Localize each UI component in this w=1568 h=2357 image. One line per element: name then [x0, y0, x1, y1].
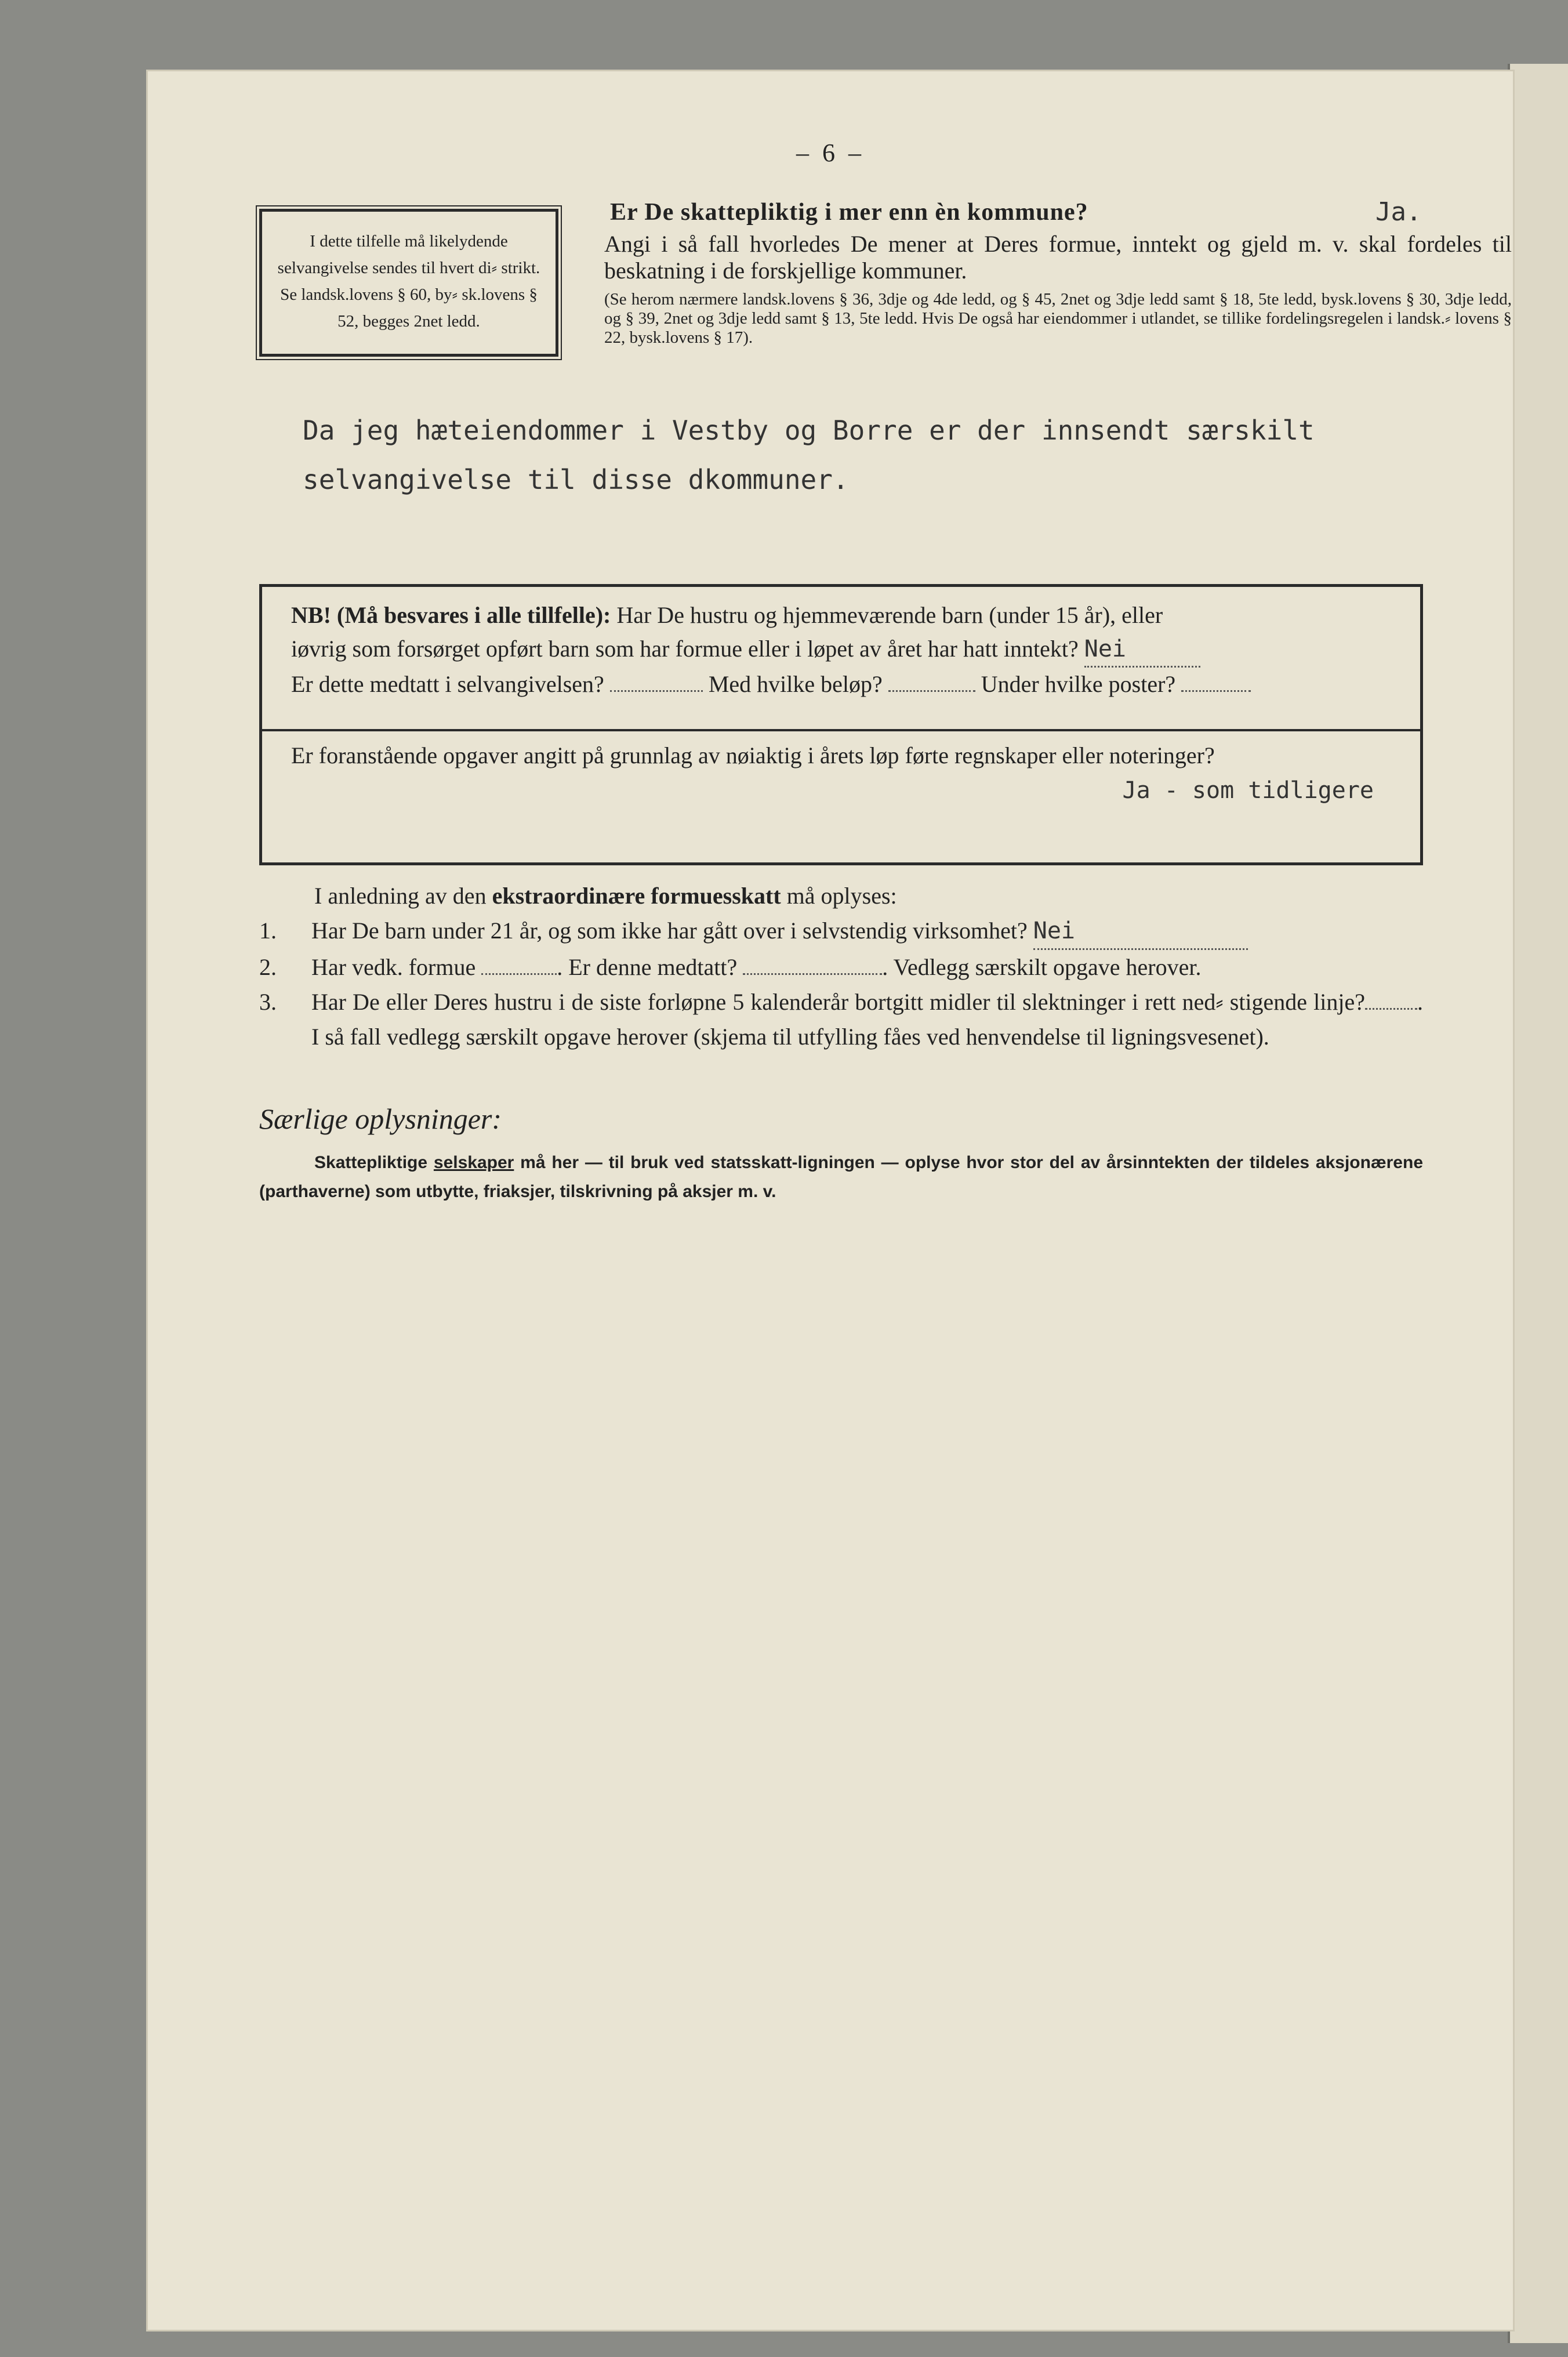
- nb-dots-3: [1181, 690, 1251, 692]
- nb-label: NB!: [291, 602, 331, 628]
- nb-text2: iøvrig som forsørget opført barn som har formue eller i løpet av året har hatt inntekt?: [291, 636, 1079, 662]
- nb-q2: Er foranstående opgaver angitt på grunnlag av nøiaktig i årets løp førte regnskaper eller noteringer?: [291, 742, 1215, 768]
- list-item-num: 1.: [259, 918, 277, 944]
- fine-underline: selskaper: [433, 1153, 514, 1172]
- list-item-dots: [743, 973, 882, 975]
- document-page: [146, 70, 1515, 2331]
- typed-answer-line2: selvangivelse til disse dkommuner.: [303, 464, 849, 495]
- list-intro-bold: ekstraordinære formuesskatt: [492, 883, 781, 909]
- list-item: [259, 913, 1423, 950]
- list-item-text: . I så fall vedlegg særskilt opgave herover (skjema til utfylling fåes ved henvendelse til ligningsvesenet).: [311, 989, 1423, 1050]
- side-note-box: I dette tilfelle må likelydende selvangivelse sendes til hvert di⸗ strikt. Se landsk.lovens § 60, by⸗ sk.lovens § 52, begges 2net ledd.: [259, 209, 558, 357]
- question-reference: (Se herom nærmere landsk.lovens § 36, 3dje og 4de ledd, og § 45, 2net og 3dje ledd samt § 18, 5te ledd, bysk.lovens § 30, 3dje ledd, og § 39, 2net og 3dje ledd samt § 13, 5te ledd. Hvis De også har eiendommer i utlandet, se tillike fordelingsregelen i landsk.⸗ lovens § 22, bysk.lovens § 17).: [604, 290, 1512, 347]
- question-heading: Er De skattepliktig i mer enn èn kommune?: [610, 199, 1088, 226]
- nb-box: [259, 584, 1423, 865]
- list-item-dots: [481, 973, 557, 975]
- special-info-heading: Særlige oplysninger:: [259, 1103, 502, 1135]
- nb-answer: Nei: [1084, 632, 1200, 668]
- nb-text3a: Er dette medtatt i selvangivelsen?: [291, 671, 604, 697]
- list-intro: [259, 879, 1423, 913]
- nb-text3c: Under hvilke poster?: [981, 671, 1176, 697]
- list-item-text: . Er denne medtatt?: [557, 954, 738, 980]
- list-item: [259, 950, 1423, 985]
- nb-bold: (Må besvares i alle tillfelle):: [336, 602, 611, 628]
- page-number: – 6 –: [796, 139, 865, 167]
- typed-answer-line1: Da jeg hæteiendommer i Vestby og Borre er der innsendt særskilt: [303, 415, 1315, 446]
- nb-text1: Har De hustru og hjemmeværende barn (under 15 år), eller: [616, 602, 1163, 628]
- list-intro-post: må oplyses:: [786, 883, 897, 909]
- list-intro-pre: I anledning av den: [314, 883, 487, 909]
- nb-dots-2: [888, 690, 975, 692]
- list-item: [259, 985, 1423, 1054]
- list-item-text: Har De barn under 21 år, og som ikke har gått over i selvstendig virksomhet?: [311, 918, 1028, 944]
- fine-post: må her — til bruk ved statsskatt-ligningen — oplyse hvor stor del av årsinntekten der tildeles aksjonærene (parthaverne) som utbytte, friaksjer, tilskrivning på aksjer m. v.: [259, 1153, 1424, 1201]
- question-text: Angi i så fall hvorledes De mener at Deres formue, inntekt og gjeld m. v. skal fordeles til beskatning i de forskjellige kommuner.: [604, 231, 1512, 284]
- special-info-text: [259, 1148, 1423, 1206]
- question-answer: Ja.: [1375, 197, 1422, 227]
- list-item-text: Har vedk. formue: [311, 954, 476, 980]
- nb-records-question: [262, 731, 1420, 808]
- nb-question: [262, 587, 1420, 731]
- list-item-text: Har De eller Deres hustru i de siste forløpne 5 kalenderår bortgitt midler til slektninger i rett ned⸗ stigende linje?: [311, 989, 1365, 1015]
- list-item-text: . Vedlegg særskilt opgave herover.: [882, 954, 1202, 980]
- list-item-num: 2.: [259, 954, 277, 980]
- fine-pre: Skattepliktige: [314, 1153, 428, 1172]
- list-item-num: 3.: [259, 989, 277, 1015]
- nb-q2-answer: Ja - som tidligere: [1122, 777, 1374, 804]
- formuesskatt-list: [259, 879, 1423, 1054]
- next-page-edge: [1508, 64, 1568, 2343]
- list-item-dots: [1365, 1008, 1417, 1010]
- nb-dots-1: [610, 690, 703, 692]
- list-item-answer: Nei: [1033, 913, 1248, 950]
- nb-text3b: Med hvilke beløp?: [708, 671, 883, 697]
